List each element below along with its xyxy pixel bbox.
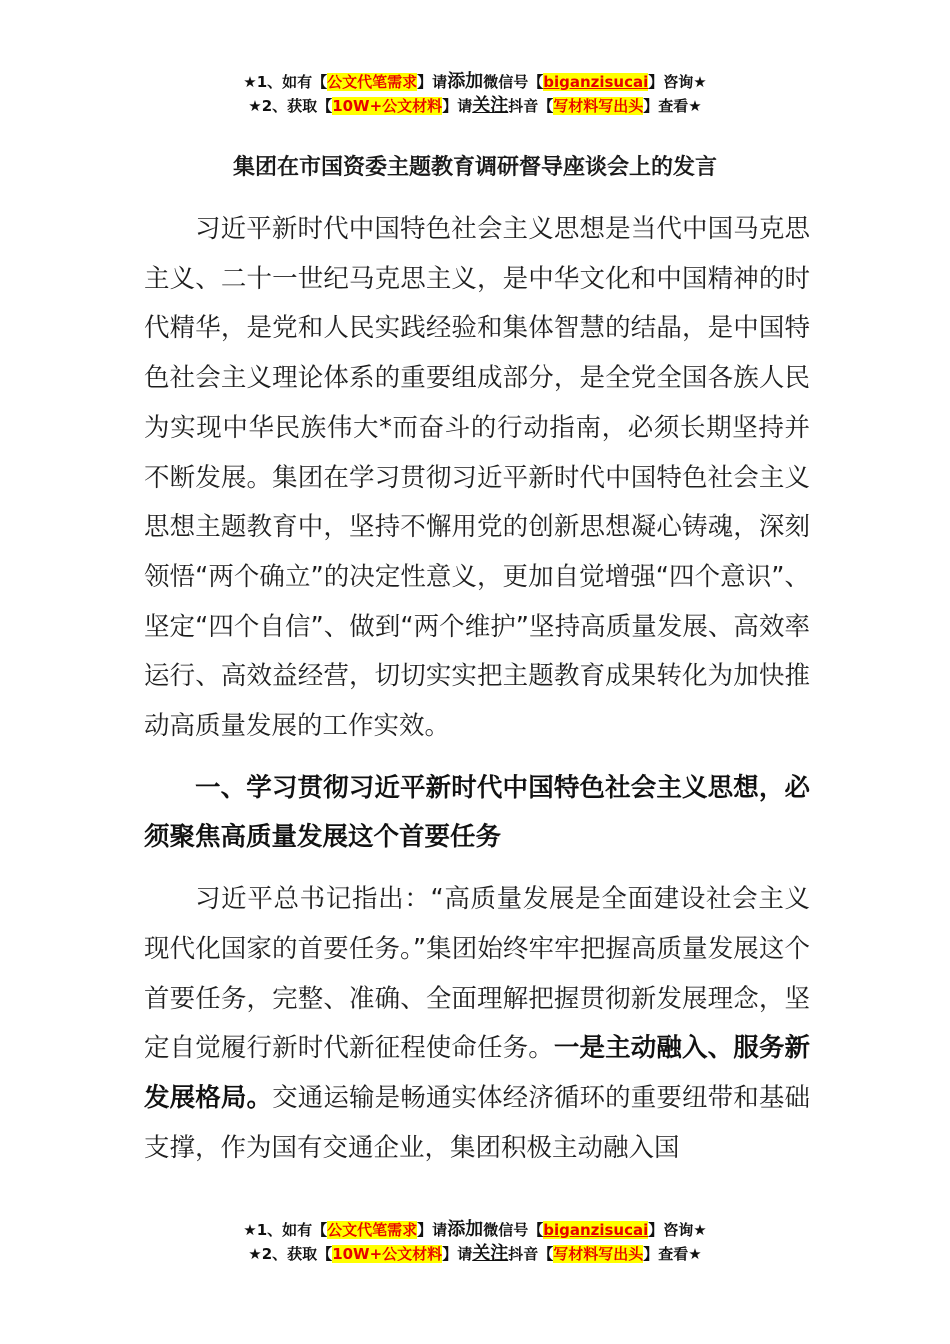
banner-line-1-suffix: 】咨询★ (648, 73, 707, 91)
banner-highlight-materials: 10W+公文材料 (332, 97, 443, 115)
banner-highlight-wechat-id: biganzisucai (543, 73, 649, 91)
footer-banner-line-2 (0, 1242, 950, 1266)
footer-line-1-mid2: 微信号【 (483, 1221, 544, 1239)
footer-highlight-materials: 10W+公文材料 (332, 1245, 443, 1263)
footer-line-2-mid2: 抖音【 (508, 1245, 554, 1263)
banner-line-1-mid: 】请 (417, 73, 448, 91)
footer-line-2-suffix: 】查看★ (643, 1245, 702, 1263)
footer-banner-line-1 (0, 1218, 950, 1242)
footer-line-2-mid: 】请 (442, 1245, 473, 1263)
banner-line-2-mid: 】请 (442, 97, 473, 115)
footer-emphasis-add: 添加 (447, 1219, 484, 1240)
banner-line-2 (0, 94, 950, 118)
banner-line-2-suffix: 】查看★ (643, 97, 702, 115)
section-heading-1: 一、学习贯彻习近平新时代中国特色社会主义思想，必须聚焦高质量发展这个首要任务 (144, 772, 810, 853)
paragraph-section-1-text-a: 习近平总书记指出：“高质量发展是全面建设社会主义现代化国家的首要任务。”集团始终牢牢把握高质量发展这个首要任务，完整、准确、全面理解把握贯彻新发展理念，坚定自觉履行新时代新征程使命任务。 (144, 884, 810, 1064)
banner-line-1 (0, 70, 950, 94)
header-banner (0, 70, 950, 118)
paragraph-section-1 (144, 875, 810, 1173)
footer-line-1-mid: 】请 (417, 1221, 448, 1239)
banner-highlight-service: 公文代笔需求 (327, 73, 418, 91)
footer-banner (0, 1218, 950, 1266)
banner-line-1-mid2: 微信号【 (483, 73, 544, 91)
banner-line-1-prefix: ★1、如有【 (243, 73, 328, 91)
document-body (144, 205, 810, 1173)
footer-highlight-douyin: 写材料写出头 (553, 1245, 644, 1263)
banner-line-2-prefix: ★2、获取【 (248, 97, 333, 115)
paragraph-section-1-bold-point: 一是主动融入、服务新发展格局。 (144, 1033, 810, 1113)
footer-line-1-prefix: ★1、如有【 (243, 1221, 328, 1239)
footer-emphasis-follow: 关注 (472, 1243, 509, 1264)
document-title: 集团在市国资委主题教育调研督导座谈会上的发言 (232, 155, 717, 180)
banner-highlight-douyin: 写材料写出头 (553, 97, 644, 115)
banner-line-2-mid2: 抖音【 (508, 97, 554, 115)
footer-highlight-service: 公文代笔需求 (327, 1221, 418, 1239)
footer-highlight-wechat-id: biganzisucai (543, 1221, 649, 1239)
banner-emphasis-follow: 关注 (472, 95, 509, 116)
paragraph-intro: 习近平新时代中国特色社会主义思想是当代中国马克思主义、二十一世纪马克思主义，是中华文化和中国精神的时代精华，是党和人民实践经验和集体智慧的结晶，是中国特色社会主义理论体系的重要组成部分，是全党全国各族人民为实现中华民族伟大*而奋斗的行动指南，必须长期坚持并不断发展。集团在学习贯彻习近平新时代中国特色社会主义思想主题教育中，坚持不懈用党的创新思想凝心铸魂，深刻领悟“两个确立”的决定性意义，更加自觉增强“四个意识”、坚定“四个自信”、做到“两个维护”坚持高质量发展、高效率运行、高效益经营，切切实实把主题教育成果转化为加快推动高质量发展的工作实效。 (144, 214, 810, 742)
footer-line-1-suffix: 】咨询★ (648, 1221, 707, 1239)
banner-emphasis-add: 添加 (447, 71, 484, 92)
paragraph-section-1-text-b: 交通运输是畅通实体经济循环的重要纽带和基础支撑，作为国有交通企业，集团积极主动融入国 (144, 1082, 810, 1163)
footer-line-2-prefix: ★2、获取【 (248, 1245, 333, 1263)
